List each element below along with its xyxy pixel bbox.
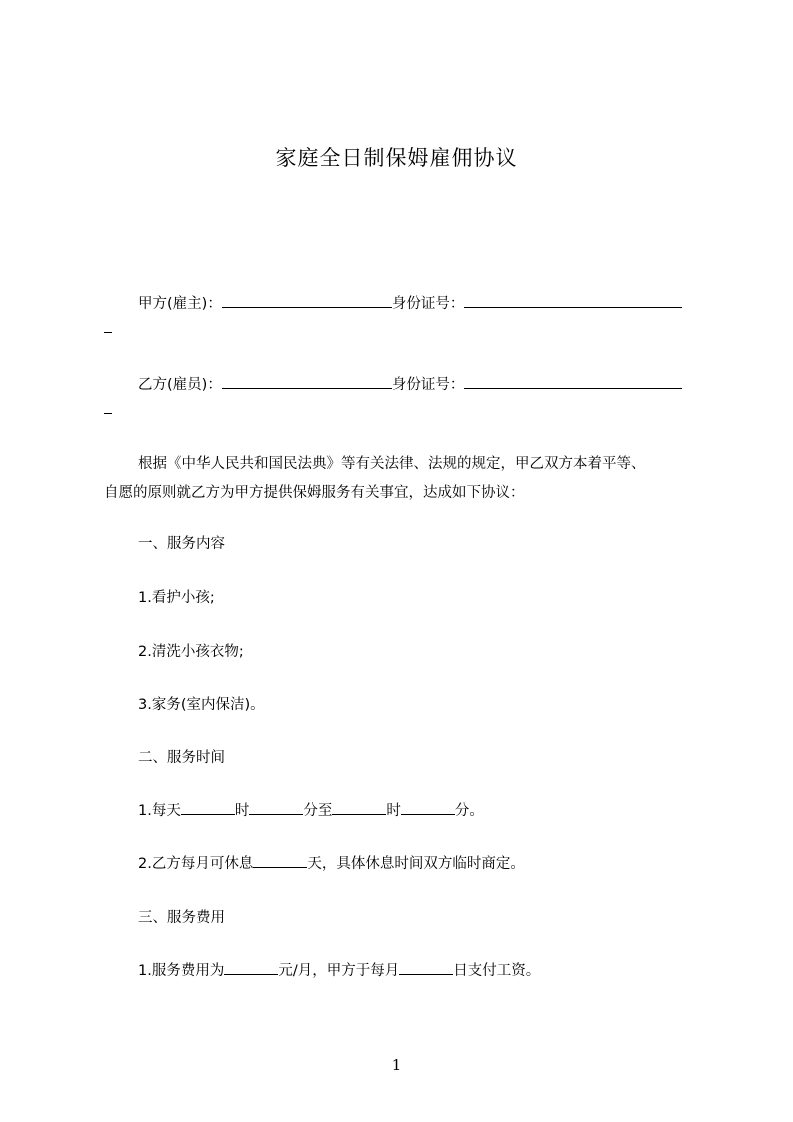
party-b-line <box>138 373 682 394</box>
section-1-heading: 一、服务内容 <box>138 536 225 552</box>
monthly-fee-blank[interactable] <box>224 960 278 975</box>
text-segment: 日支付工资。 <box>453 963 541 979</box>
section-2-heading: 二、服务时间 <box>138 750 225 766</box>
party-a-id-blank[interactable] <box>464 293 682 308</box>
start-hour-blank[interactable] <box>181 800 235 815</box>
end-minute-blank[interactable] <box>401 800 455 815</box>
section-2-item-2 <box>138 852 525 873</box>
section-2-item-1 <box>138 799 484 820</box>
rest-days-blank[interactable] <box>253 853 307 868</box>
section-1-item-2: 2.清洗小孩衣物; <box>138 644 244 660</box>
party-b-id-label: 身份证号： <box>391 377 465 393</box>
text-segment: 元/月，甲方于每月 <box>278 963 400 979</box>
pay-day-blank[interactable] <box>399 960 453 975</box>
section-1-item-1: 1.看护小孩; <box>138 590 215 606</box>
party-a-id-label: 身份证号： <box>391 296 465 312</box>
text-segment: 分。 <box>454 803 484 819</box>
text-segment: 天，具体休息时间双方临时商定。 <box>307 856 525 872</box>
party-b-label: 乙方(雇员)： <box>138 377 222 393</box>
start-minute-blank[interactable] <box>249 800 303 815</box>
party-b-id-blank[interactable] <box>464 374 682 389</box>
section-1-item-3: 3.家务(室内保洁)。 <box>138 697 265 713</box>
intro-line-2: 自愿的原则就乙方为甲方提供保姆服务有关事宜，达成如下协议： <box>104 485 525 501</box>
text-segment: 1.服务费用为 <box>138 963 225 979</box>
section-3-heading: 三、服务费用 <box>138 910 225 926</box>
party-a-name-blank[interactable] <box>222 293 392 308</box>
document-title: 家庭全日制保姆雇佣协议 <box>275 146 518 170</box>
page-number: 1 <box>391 1056 402 1074</box>
text-segment: 1.每天 <box>138 803 181 819</box>
party-b-name-blank[interactable] <box>222 374 392 389</box>
intro-line-1: 根据《中华人民共和国民法典》等有关法律、法规的规定，甲乙双方本着平等、 <box>138 456 646 472</box>
text-segment: 分至 <box>303 803 333 819</box>
text-segment: 时 <box>386 803 401 819</box>
text-segment: 2.乙方每月可休息 <box>138 856 254 872</box>
section-3-item-1 <box>138 959 540 980</box>
text-segment: 时 <box>234 803 250 819</box>
party-a-line <box>138 292 682 313</box>
party-b-blank-continuation <box>104 399 112 418</box>
end-hour-blank[interactable] <box>332 800 386 815</box>
party-a-blank-continuation <box>104 318 112 337</box>
party-a-label: 甲方(雇主)： <box>138 296 222 312</box>
